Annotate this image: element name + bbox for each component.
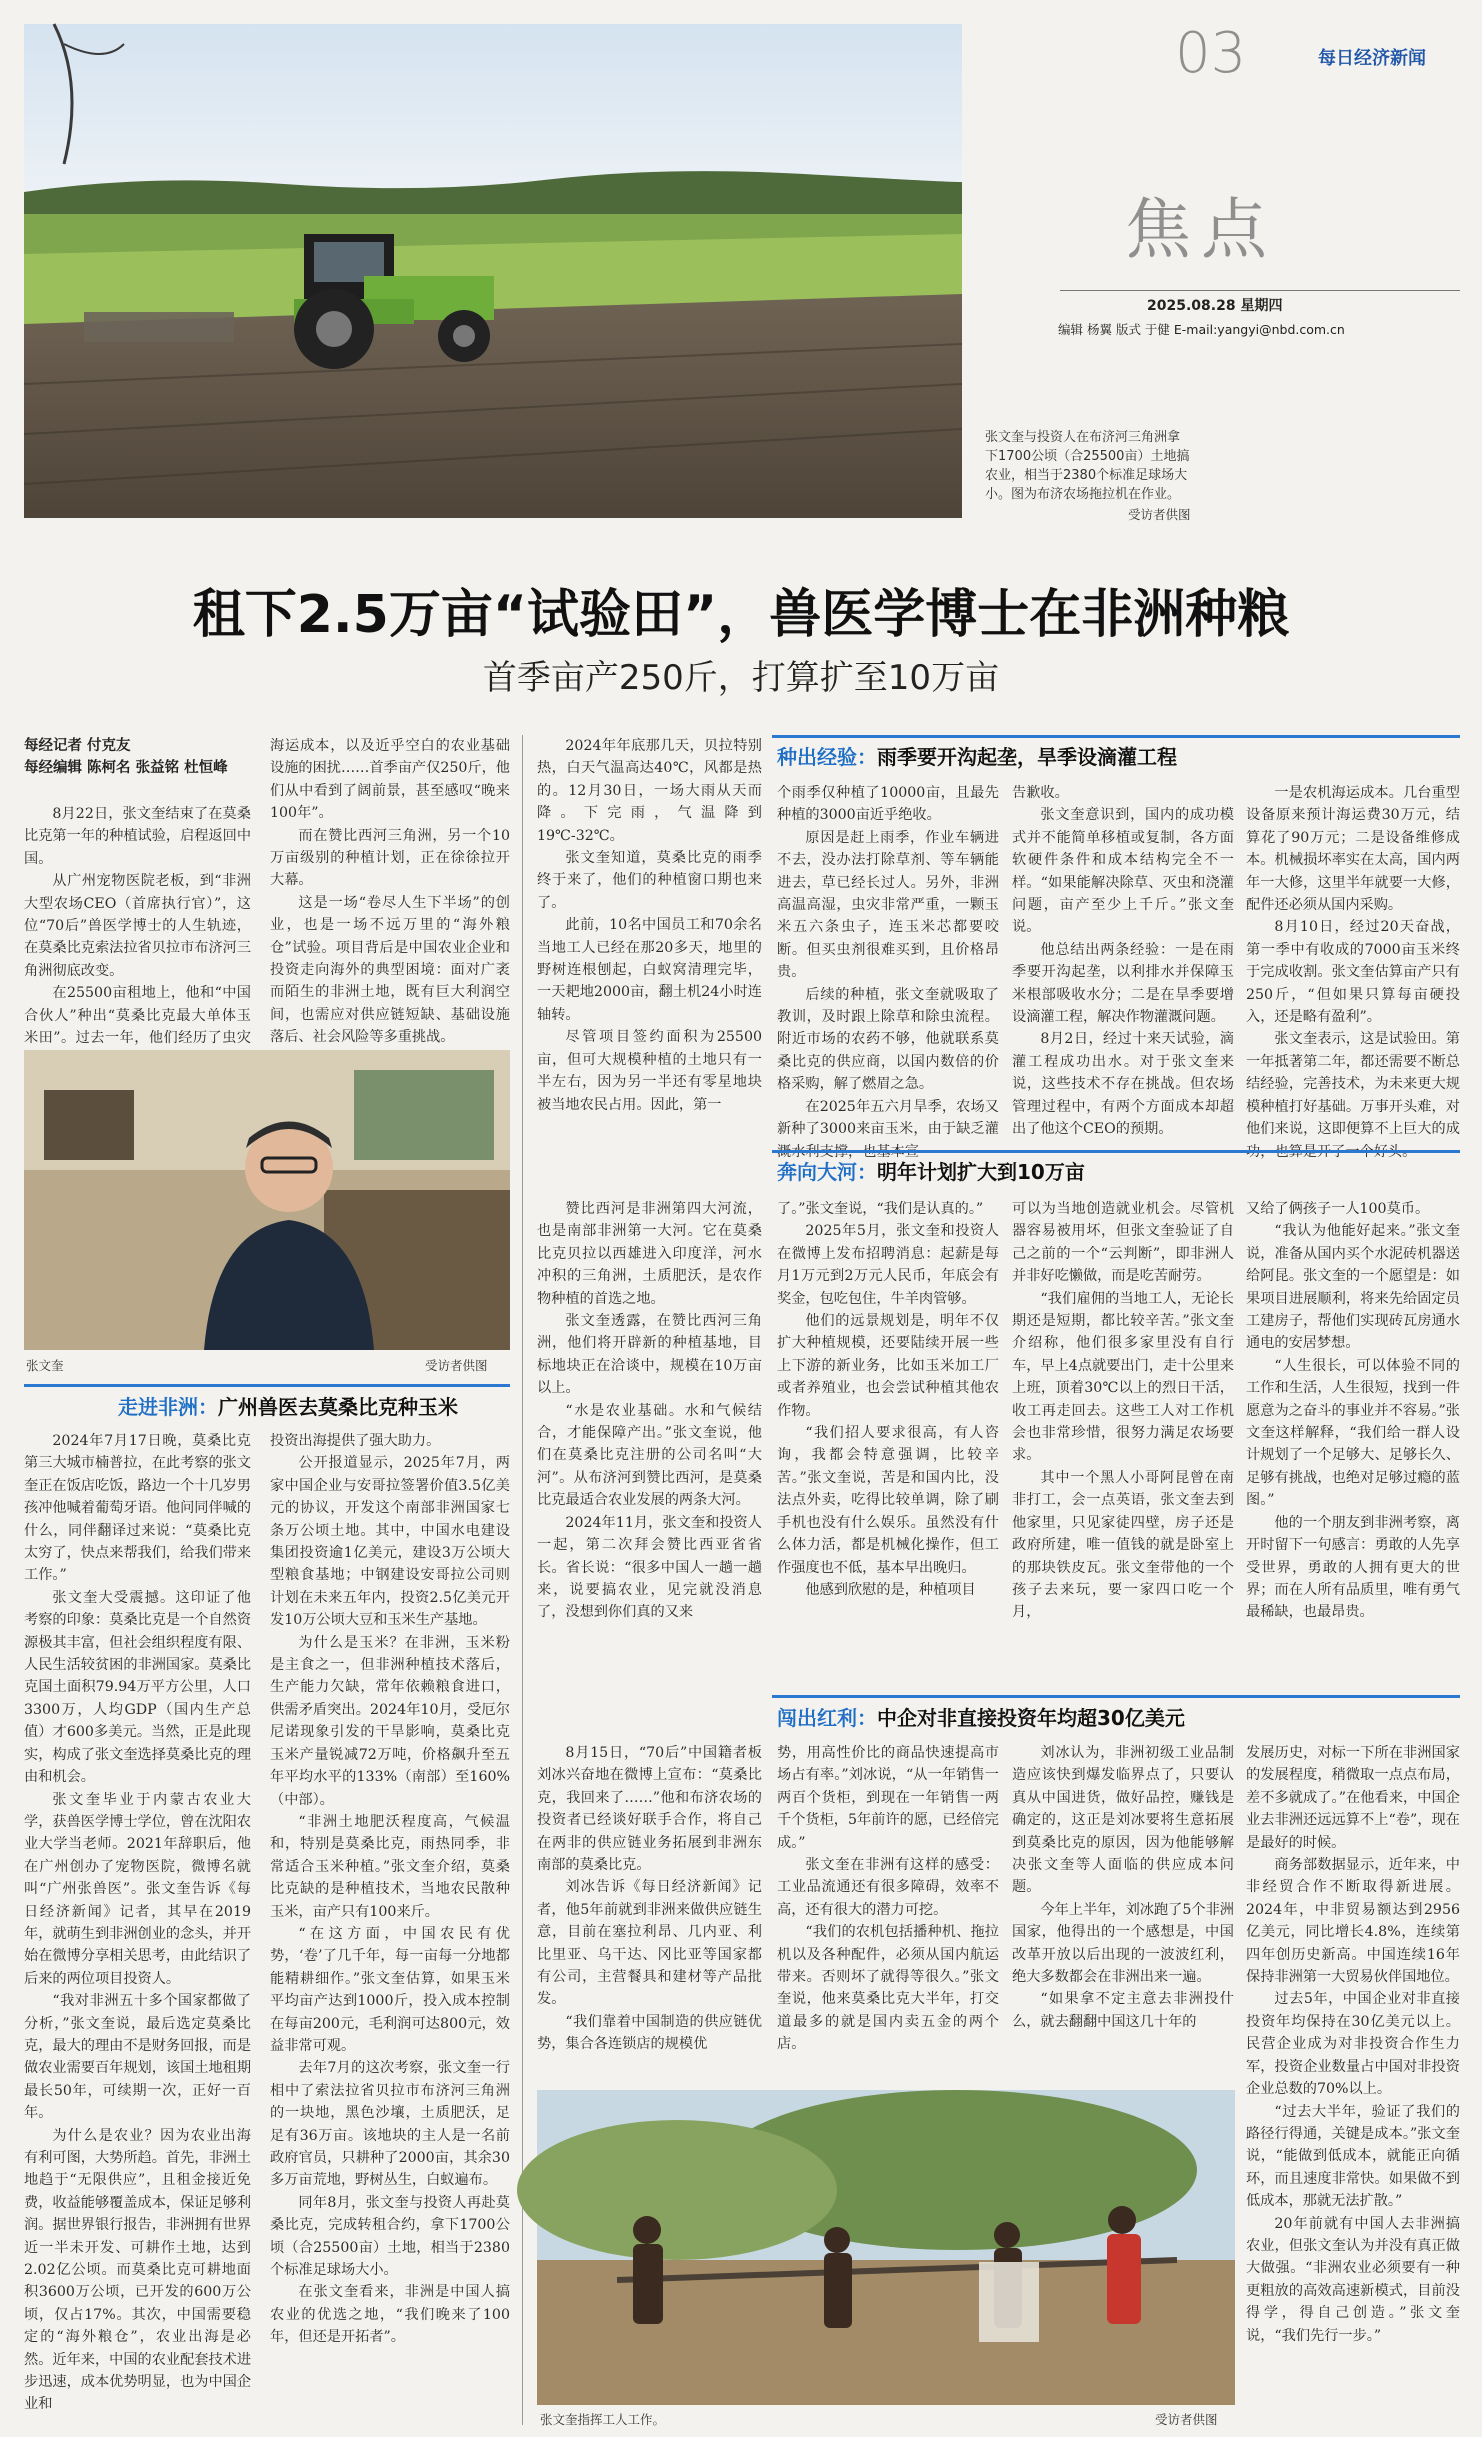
paragraph: 又给了俩孩子一人100莫币。 bbox=[1246, 1201, 1430, 1217]
paragraph: 势，用高性价比的商品快速提高市场占有率。”刘冰说，“从一年销售一两百个货柜，到现在一年销售一两千个货柜，5年前许的愿，已经倍完成。” bbox=[777, 1745, 999, 1851]
paragraph: 他们的远景规划是，明年不仅扩大种植规模，还要陆续开展一些上下游的新业务，比如玉米加工厂或者养殖业，也会尝试种植其他农作物。 bbox=[777, 1313, 999, 1419]
paragraph: “我认为他能好起来。”张文奎说，准备从国内买个水泥砖机器送给阿昆。张文奎的一个愿望是：如果项目进展顺利，将来先给固定员工建房子，帮他们实现砖瓦房通水通电的安居梦想。 bbox=[1246, 1223, 1460, 1352]
section-title: 焦点 bbox=[1125, 191, 1277, 268]
paragraph: 8月22日，张文奎结束了在莫桑比克第一年的种植试验，启程返回中国。 bbox=[24, 806, 252, 867]
portrait-name-caption: 张文奎 bbox=[26, 1358, 64, 1373]
paragraph: 在2025年五六月旱季，农场又新种了3000来亩玉米，由于缺乏灌 bbox=[777, 1098, 999, 1138]
paragraph: 张文奎大受震撼。这印证了他考察的印象：莫桑比克是一个自然资源极其丰富，但社会组织程度有限、人民生活较贫困的非洲国家。莫桑比克国土面积79.94万平方公里，人口3300万，人均GDP（国内生产总值）才600多美元。当然，正是此现实，构成了张文奎选择莫桑比克的理由和机会。 bbox=[24, 1589, 252, 1786]
portrait-photo bbox=[24, 1050, 510, 1350]
paragraph: “水是农业基础。水和气候结合，才能保障产出。”张文奎说，他们在莫桑比克注册的公司名叫“大河”。从布济河到赞比西河，是莫桑比克最适合农业发展的两条大河。 bbox=[537, 1402, 762, 1509]
intro-column-1 bbox=[24, 803, 252, 1047]
section3-column-4 bbox=[1246, 1198, 1460, 1621]
paragraph: 从广州宠物医院老板，到“非洲大型农场CEO（首席执行官）”，这位“70后”兽医学博士的人生轨迹，在莫桑比克索法拉省贝拉市布济河三角洲彻底改变。 bbox=[24, 873, 252, 979]
paragraph: 张文奎意识到，国内的成功模式并不能简单移植或复制，各方面软硬件条件和成本结构完全不一样。“如果能解决除草、灭虫和浇灌问题，亩产至少上千斤。”张文奎说。 bbox=[1012, 807, 1234, 936]
paragraph: 赞比西河是非洲第四大河流，也是南部非洲第一大河。它在莫桑比克贝拉以西雄进入印度洋，河水冲积的三角洲，土质肥沃，是农作物种植的首选之地。 bbox=[537, 1201, 762, 1307]
section2-rule bbox=[772, 735, 1460, 738]
paragraph: 张文奎毕业于内蒙古农业大学，获兽医学博士学位，曾在沈阳农业大学当老师。2021年辞职后，他在广州创办了宠物医院，微博名就叫“广州张兽医”。张文奎告诉《每日经济新闻》记者，其早在2019年，就萌生到非洲创业的念头，并开始在微博分享相关思考，由此结识了后来的两位项目投资人。 bbox=[24, 1791, 252, 1987]
paragraph: 为什么是玉米？在非洲，玉米粉是主食之一，但非洲种植技术落后，生产能力欠缺，常年依赖粮食进口，供需矛盾突出。2024年10月，受厄尔尼诺现象引发的干旱影响，莫桑比克玉米产量锐减72万吨，价格飙升至五年平均水平的133%（南部）至160%（中部）。 bbox=[270, 1634, 510, 1808]
section3-rule bbox=[772, 1150, 1460, 1153]
paragraph: “过去大半年，验证了我们的路径行得通，关键是成本。”张文奎说，“能做到低成本，就能正向循环，而且速度非常快。如果做不到低成本，那就无法扩散。” bbox=[1246, 2103, 1460, 2210]
top-photo-tractor bbox=[24, 24, 962, 518]
paragraph: 了。”张文奎说，“我们是认真的。” bbox=[777, 1201, 984, 1217]
paragraph: 2024年年底那几天，贝拉特别热，白天气温高达40℃，风都是热的。12月30日，一场大雨从天而降。下完雨，气温降到19℃-32℃。 bbox=[537, 738, 762, 844]
paragraph: 张文奎在非洲有这样的感受：工业品流通还有很多障碍，效率不高，还有很大的潜力可挖。 bbox=[777, 1857, 999, 1918]
paragraph: 刘冰告诉《每日经济新闻》记者，他5年前就到非洲来做供应链生意，目前在塞拉利昂、几内亚、利比里亚、乌干达、冈比亚等国家都有公司，主营餐具和建材等产品批发。 bbox=[537, 1879, 762, 2008]
issue-date: 2025.08.28 星期四 bbox=[1147, 298, 1283, 314]
paragraph: 张文奎表示，这是试验田。第一年抵著第二年，都还需要不断总结经验，完善技术，为未来更大规模种植打好基础。万事开头难，对他们来说，这即便算不上巨大的成 bbox=[1246, 1031, 1460, 1138]
section4-column-1 bbox=[537, 1742, 762, 2077]
section3-heading bbox=[777, 1157, 1085, 1187]
paragraph: 此前，10名中国员工和70余名当地工人已经在那20多天，地里的野树连根刨起，白蚁窝清理完毕，一天耙地2000亩，翻土机24小时连轴转。 bbox=[537, 917, 762, 1023]
section4-key: 闯出红利： bbox=[777, 1706, 877, 1730]
editors-line: 编辑 杨翼 版式 于健 E-mail:yangyi@nbd.com.cn bbox=[1058, 322, 1345, 337]
paragraph: “我们靠着中国制造的供应链优势，集合各连锁店的规模优 bbox=[537, 2013, 762, 2053]
page-number: 03 bbox=[1175, 21, 1247, 86]
paragraph: 张文奎透露，在赞比西河三角洲，他们将开辟新的种植基地，目标地块正在洽谈中，规模在10万亩以上。 bbox=[537, 1313, 762, 1397]
bottom-photo-caption: 张文奎指挥工人工作。 bbox=[540, 2412, 666, 2427]
paragraph: 8月2日，经过十来天试验，滴灌工程成功出水。对于张文奎来说，这些技术不存在挑战。但农场管理过程中，有两个方面成本却超出了他这个CEO的预期。 bbox=[1012, 1031, 1234, 1138]
section3-column-3 bbox=[1012, 1198, 1234, 1621]
paragraph: 在25500亩租地上，他和“中国合伙人”种出“莫桑比克最大单体玉米田”。过去一年，他们经历了虫灾 bbox=[24, 985, 251, 1047]
section2-key: 种出经验： bbox=[777, 745, 877, 769]
paragraph: 投资出海提供了强大助力。 bbox=[270, 1433, 441, 1449]
section1-heading bbox=[118, 1392, 458, 1422]
paragraph: “人生很长，可以体验不同的工作和生活，人生很短，找到一件愿意为之奋斗的事业并不容易。”张文奎这样解释，“我们给一群人设计规划了一个足够大、足够长久、足够有挑战，也绝对足够过瘾的蓝图。” bbox=[1246, 1357, 1460, 1509]
section4-column-2 bbox=[777, 1742, 999, 2077]
paragraph: 商务部数据显示，近年来，中非经贸合作不断取得新进展。2024年，中非贸易额达到2956亿美元，同比增长4.8%，连续第四年创历史新高。中国连续16年保持非洲第一大贸易伙伴国地位。 bbox=[1246, 1857, 1460, 1986]
portrait-image bbox=[24, 1050, 510, 1350]
portrait-credit: 受访者供图 bbox=[425, 1358, 488, 1373]
paragraph: 后续的种植，张文奎就吸取了教训，及时跟上除草和除虫流程。附近市场的农药不够，他就联系莫桑比克的供应商，以国内数倍的价格采购，解了燃眉之急。 bbox=[777, 986, 999, 1093]
top-photo-caption: 张文奎与投资人在布济河三角洲拿下1700公顷（合25500亩）土地搞农业，相当于2380个标准足球场大小。图为布济农场拖拉机在作业。 bbox=[985, 430, 1190, 502]
paragraph: 今年上半年，刘冰跑了5个非洲国家，他得出的一个感想是，中国改革开放以后出现的一波波红利，绝大多数都会在非洲出来一遍。 bbox=[1012, 1901, 1234, 1986]
paragraph: 告歉收。 bbox=[1012, 785, 1069, 801]
paragraph: 8月10日，经过20天奋战，第一季中有收成的7000亩玉米终于完成收割。张文奎估算亩产只有250斤，“但如果只算每亩硬投入，还是略有盈利”。 bbox=[1246, 919, 1460, 1026]
section1-column-2 bbox=[270, 1430, 510, 2425]
paragraph: 为什么是农业？因为农业出海有利可图，大势所趋。首先，非洲土地趋于“无限供应”，且租金接近免费，收益能够覆盖成本，保证足够利润。据世界银行报告，非洲拥有世界近一半未开发、可耕作土地，达到2.02亿公顷。而莫桑比克可耕地面积3600万公顷，已开发的600万公顷，仅占17%。其次，中国需要稳定的“海外粮仓”，农业出海是必然。近年来，中国的农业配套技术进步迅速，成本优势明显，也为中国企业和 bbox=[24, 2127, 252, 2413]
paragraph: 张文奎知道，莫桑比克的雨季终于来了，他们的种植窗口期也来了。 bbox=[537, 850, 762, 911]
workers-field-image bbox=[537, 2090, 1235, 2405]
paragraph: 发展历史，对标一下所在非洲国家的发展程度，稍微取一点点布局，差不多就成了。”在他看来，中国企业去非洲还远远算不上“卷”，现在是最好的时候。 bbox=[1246, 1745, 1460, 1851]
paragraph: 在张文奎看来，非洲是中国人搞农业的优选之地，“我们晚来了100年，但还是开拓者”。 bbox=[270, 2284, 510, 2346]
section1-title: 广州兽医去莫桑比克种玉米 bbox=[218, 1395, 458, 1419]
headline-title: 租下2.5万亩“试验田”，兽医学博士在非洲种粮 bbox=[192, 585, 1290, 645]
section4-heading bbox=[777, 1703, 1185, 1733]
paragraph: 20年前就有中国人去非洲搞农业，但张文奎认为并没有真正做大做强。“非洲农业必须要有一种更粗放的高效高速新模式，目前没得学，得自己创造。”张文奎说，“我们先行一步。” bbox=[1246, 2215, 1460, 2344]
masthead-divider bbox=[1060, 290, 1460, 291]
paragraph: 他感到欣慰的是，种植项目 bbox=[805, 1581, 976, 1598]
top-photo-credit: 受访者供图 bbox=[1128, 507, 1191, 522]
paragraph: 这是一场“卷尽人生下半场”的创业，也是一场不远万里的“海外粮仓”试验。项目背后是中国农业企业和投资走向海外的典型困境：面对广袤而陌生的非洲土地，既有巨大利润空间，也需应对供应链短缺、基础设施落后、社会风险等多重挑战。 bbox=[270, 894, 510, 1046]
paragraph: 8月15日，“70后”中国籍者板刘冰兴奋地在微博上宣布：“莫桑比克，我回来了……”他和布济农场的投资者已经谈好联手合作，将自己在两非的供应链业务拓展到非洲东南部的莫桑比克。 bbox=[537, 1745, 762, 1874]
byline-reporter: 每经记者 付克友 bbox=[24, 738, 131, 754]
paragraph: 他总结出两条经验：一是在雨季要开沟起垄，以利排水并保障玉米根部吸收水分；二是在旱季要增设滴灌工程，解决作物灌溉问题。 bbox=[1012, 941, 1234, 1026]
headline-subtitle: 首季亩产250斤，打算扩至10万亩 bbox=[482, 658, 1000, 698]
intro-column-2 bbox=[270, 735, 510, 1046]
bottom-photo-workers bbox=[537, 2090, 1235, 2405]
section2-column-2 bbox=[1012, 782, 1234, 1142]
section3-title: 明年计划扩大到10万亩 bbox=[877, 1160, 1085, 1184]
paragraph: 可以为当地创造就业机会。尽管机器容易被用坏，但张文奎验证了自己之前的一个“云判断”，即非洲人并非好吃懒做，而是吃苦耐劳。 bbox=[1012, 1201, 1234, 1285]
section2-column-3 bbox=[1246, 782, 1460, 1142]
bottom-photo-credit: 受访者供图 bbox=[1155, 2412, 1218, 2427]
paragraph: “在这方面，中国农民有优势，‘卷’了几千年，每一亩每一分地都能精耕细作。”张文奎估算，如果玉米平均亩产达到1000斤，投入成本控制在每亩200元，毛利润可达800元，效益非常可观。 bbox=[270, 1925, 510, 2054]
paragraph: 同年8月，张文奎与投资人再赴莫桑比克，完成转租合约，拿下1700公顷（合25500亩）土地，相当于2380个标准足球场大小。 bbox=[270, 2194, 510, 2279]
paragraph: “我们招人要求很高，有人咨询，我都会特意强调，比较辛苦。”张文奎说，苦是和国内比，没法点外卖，吃得比较单调，除了刷手机也没有什么娱乐。虽然没有什么体力活，都是机械化操作，但工作强度也不低，基本早出晚归。 bbox=[777, 1425, 999, 1576]
paragraph: 一是农机海运成本。几台重型设备原来预计海运费30万元，结算花了90万元；二是设备维修成本。机械损坏率实在太高，国内两年一大修，这里半年就要一大修，配件还必须从国内采购。 bbox=[1246, 785, 1460, 914]
section3-column-2 bbox=[777, 1198, 999, 1598]
paragraph: “我们雇佣的当地工人，无论长期还是短期，都比较辛苦。”张文奎介绍称，他们很多家里没有自行车，早上4点就要出门，走十公里来上班，顶着30℃以上的烈日干活，收工再走回去。这些工人对工作机会也非常珍惜，很努力满足农场要求。 bbox=[1012, 1290, 1234, 1464]
paragraph: 过去5年，中国企业对非直接投资年均保持在30亿美元以上。民营企业成为对非投资合作生力军，投资企业数量占中国对非投资企业总数的70%以上。 bbox=[1246, 1991, 1460, 2098]
section1-column-1 bbox=[24, 1430, 251, 2425]
paragraph: 2025年5月，张文奎和投资人在微博上发布招聘消息：起薪是每月1万元到2万元人民币，年底会有奖金，包吃包住，牛羊肉管够。 bbox=[777, 1223, 999, 1307]
section2-title: 雨季要开沟起垄，旱季设滴灌工程 bbox=[877, 745, 1177, 769]
paragraph: “如果拿不定主意去非洲投什么，就去翻翻中国这几十年的 bbox=[1012, 1991, 1234, 2030]
paragraph: “我们的农机包括播种机、拖拉机以及各种配件，必须从国内航运带来。否则坏了就得等很久。”张文奎说，他来莫桑比克大半年，打交道最多的就是国内卖五金的两个店。 bbox=[777, 1924, 999, 2053]
paragraph: 而在赞比西河三角洲，另一个10万亩级别的种植计划，正在徐徐拉开大幕。 bbox=[270, 827, 510, 889]
paragraph: 海运成本，以及近乎空白的农业基础设施的困扰……首季亩产仅250斤，他们从中看到了阔前景，甚至感叹“晚来100年”。 bbox=[270, 738, 510, 822]
section2-column-1 bbox=[777, 782, 999, 1142]
section3-key: 奔向大河： bbox=[777, 1160, 877, 1184]
paragraph: 其中一个黑人小哥阿昆曾在南非打工，会一点英语，张文奎去到他家里，只见家徒四壁，房子还是政府所建，唯一值钱的就是卧室上的那块铁皮瓦。张文奎带他的一个孩子去来玩，要一家四口吃一个月， bbox=[1012, 1469, 1234, 1621]
paragraph: 2024年7月17日晚，莫桑比克第三大城市楠普拉，在此考察的张文奎正在饭店吃饭，路边一个十几岁男孩冲他喊着葡萄牙语。他问同伴喊的什么，同伴翻译过来说：“莫桑比克太穷了，快点来帮我们，给我们带来工作。” bbox=[24, 1433, 252, 1584]
paragraph: 尽管项目签约面积为25500亩，但可大规模种植的土地只有一半左右，因为另一半还有零星地块被当地农民占用。因此，第一 bbox=[537, 1029, 762, 1113]
paragraph: 他的一个朋友到非洲考察，离开时留下一句感言：勇敢的人先享受世界，勇敢的人拥有更大的世界；而在人所有品质里，唯有勇气最稀缺，也最昂贵。 bbox=[1246, 1514, 1460, 1621]
section4-column-3 bbox=[1012, 1742, 1234, 2077]
section1-key: 走进非洲： bbox=[118, 1395, 218, 1419]
tractor-field-image bbox=[24, 24, 962, 518]
paragraph: “我对非洲五十多个国家都做了分析，”张文奎说，最后选定莫桑比克，最大的理由不是财务回报，而是做农业需要百年规划，该国土地租期最长50年，可续期一次，正好一百年。 bbox=[24, 1993, 252, 2122]
paragraph: 原因是赶上雨季，作业车辆进不去，没办法打除草剂、等车辆能进去，草已经长过人。另外，非洲高温高湿，虫灾非常严重，一颗玉米五六条虫子，连玉米芯都要咬断。但买虫剂很难买到，且价格昂贵。 bbox=[777, 829, 999, 981]
section4-title: 中企对非直接投资年均超30亿美元 bbox=[877, 1706, 1185, 1730]
paragraph: “非洲土地肥沃程度高，气候温和，特别是莫桑比克，雨热同季，非常适合玉米种植。”张文奎介绍，莫桑比克缺的是种植技术，当地农民散种玉米，亩产只有100来斤。 bbox=[270, 1813, 510, 1920]
section3-column-1 bbox=[537, 1198, 762, 1621]
paper-name: 每日经济新闻 bbox=[1318, 48, 1426, 69]
paragraph: 去年7月的这次考察，张文奎一行相中了索法拉省贝拉市布济河三角洲的一块地，黑色沙壤，土质肥沃，足足有36万亩。该地块的主人是一名前政府官员，只耕种了2000亩，其余30多万亩荒地，野树丛生，白蚁遍布。 bbox=[270, 2060, 510, 2189]
byline-editors: 每经编辑 陈柯名 张益铭 杜恒峰 bbox=[24, 760, 228, 776]
section4-rule bbox=[772, 1695, 1460, 1698]
paragraph: 2024年11月，张文奎和投资人一起，第二次拜会赞比西亚省省长。省长说：“很多中国人一趟一趟来，说要搞农业，见完就没消息了，没想到你们真的又来 bbox=[537, 1514, 762, 1621]
section1-column-3 bbox=[537, 735, 762, 1140]
section4-column-4 bbox=[1246, 1742, 1460, 2425]
paragraph: 个雨季仅种植了10000亩，且最先种植的3000亩近乎绝收。 bbox=[777, 785, 999, 824]
paragraph: 刘冰认为，非洲初级工业品制造应该快到爆发临界点了，只要认真从中国进货，做好品控，赚钱是确定的，这正是刘冰要将生意拓展到莫桑比克的原因，因为他能够解决张文奎等人面临的供应成本问题。 bbox=[1012, 1745, 1234, 1896]
section1-rule bbox=[24, 1384, 510, 1387]
section2-heading bbox=[777, 742, 1177, 772]
paragraph: 公开报道显示，2025年7月，两家中国企业与安哥拉签署价值3.5亿美元的协议，开发这个南部非洲国家七条万公顷土地。其中，中国水电建设集团投资逾1亿美元，建设3万公顷大型粮食基地；中钢建设安哥拉公司则计划在未来五年内，投资2.5亿美元开发10万公顷大豆和玉米生产基地。 bbox=[270, 1455, 510, 1629]
